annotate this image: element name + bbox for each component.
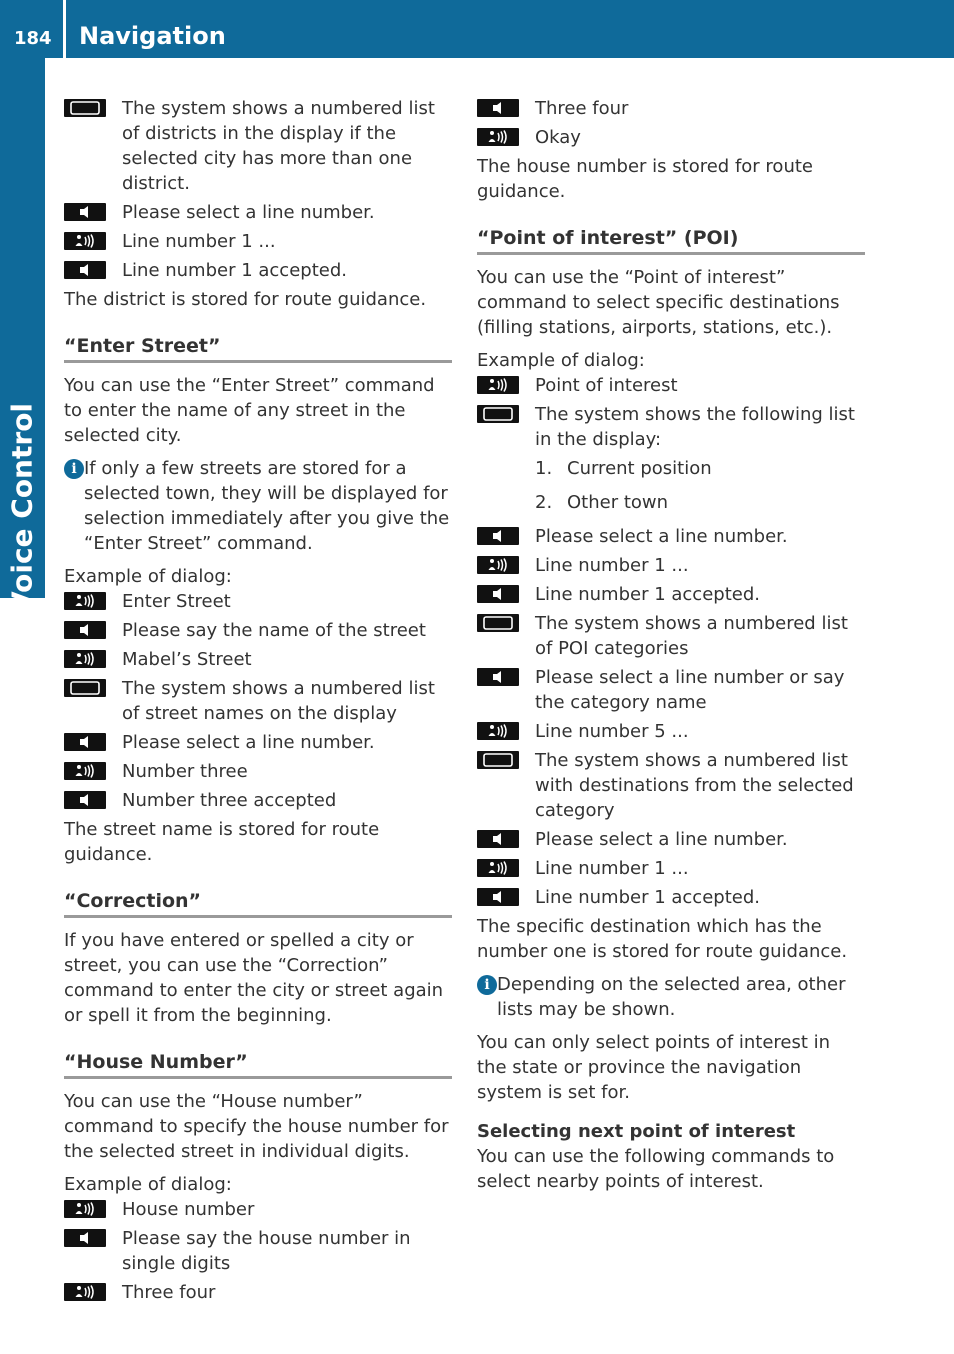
dialog-row: [477, 611, 865, 661]
dialog-text: Line number 1 accepted.: [535, 584, 760, 605]
voice-command-icon: [477, 722, 519, 740]
dialog-row: [64, 647, 452, 672]
system-speech-icon: [64, 261, 106, 279]
dialog-row: [477, 582, 865, 607]
dialog-text: Number three accepted: [122, 790, 337, 811]
system-speech-icon: [477, 888, 519, 906]
house-number-result: The house number is stored for route guidance.: [477, 156, 813, 202]
list-item: [535, 456, 865, 481]
poi-dialog-b: [477, 524, 865, 910]
dialog-row: [477, 827, 865, 852]
next-poi-heading: Selecting next point of interest: [477, 1121, 796, 1142]
correction-heading: “Correction”: [64, 889, 452, 918]
intro-result: The district is stored for route guidance.: [64, 289, 427, 310]
dialog-text: Mabel’s Street: [122, 649, 252, 670]
house-number-dialog: [64, 1197, 452, 1305]
voice-command-icon: [64, 650, 106, 668]
dialog-row: [477, 885, 865, 910]
display-icon: [477, 751, 519, 769]
info-icon: i: [477, 975, 497, 995]
voice-command-icon: [64, 1283, 106, 1301]
dialog-text: Three four: [122, 1282, 216, 1303]
page-number: 184: [14, 28, 52, 49]
info-icon: i: [64, 459, 84, 479]
note-text: Depending on the selected area, other lists may be shown.: [497, 974, 846, 1020]
dialog-row: [64, 788, 452, 813]
voice-command-icon: [64, 1200, 106, 1218]
dialog-text: Line number 1 ...: [535, 858, 689, 879]
enter-street-dialog: [64, 589, 452, 813]
house-number-body: You can use the “House number” command to specify the house number for the selected street in individual digits.: [64, 1091, 449, 1162]
dialog-text: The system shows a numbered list of street names on the display: [122, 678, 435, 724]
dialog-text: Line number 1 accepted.: [535, 887, 760, 908]
next-poi-body: You can use the following commands to select nearby points of interest.: [477, 1146, 835, 1192]
poi-heading: “Point of interest” (POI): [477, 226, 865, 255]
chapter-title: Navigation: [79, 22, 226, 50]
dialog-text: Please select a line number.: [122, 732, 375, 753]
dialog-text: Please select a line number or say the category name: [535, 667, 845, 713]
system-speech-icon: [64, 733, 106, 751]
dialog-row: [64, 730, 452, 755]
dialog-text: The system shows a numbered list with destinations from the selected category: [535, 750, 854, 821]
system-speech-icon: [64, 791, 106, 809]
dialog-text: Please say the name of the street: [122, 620, 426, 641]
dialog-text: Point of interest: [535, 375, 678, 396]
dialog-text: The system shows a numbered list of districts in the display if the selected city has more than one district.: [122, 98, 435, 194]
display-icon: [64, 679, 106, 697]
note-text: If only a few streets are stored for a selected town, they will be displayed for selection immediately after you give the “Enter Street” command.: [84, 458, 450, 554]
dialog-row: [477, 748, 865, 823]
side-tab: [0, 58, 45, 614]
poi-note: [477, 972, 865, 1022]
dialog-row: [64, 1280, 452, 1305]
example-label: Example of dialog:: [64, 566, 232, 587]
voice-command-icon: [477, 859, 519, 877]
voice-command-icon: [477, 556, 519, 574]
dialog-text: Line number 5 ...: [535, 721, 689, 742]
list-text: Current position: [567, 458, 712, 479]
voice-command-icon: [64, 762, 106, 780]
voice-command-icon: [477, 128, 519, 146]
display-icon: [477, 405, 519, 423]
system-speech-icon: [64, 1229, 106, 1247]
dialog-text: Three four: [535, 98, 629, 119]
poi-body: You can use the “Point of interest” command to select specific destinations (filling stations, airports, stations, etc.).: [477, 267, 840, 338]
system-speech-icon: [64, 621, 106, 639]
display-icon: [64, 99, 106, 117]
dialog-row: [64, 759, 452, 784]
system-speech-icon: [477, 527, 519, 545]
dialog-row: [477, 856, 865, 881]
dialog-row: [64, 618, 452, 643]
dialog-text: Line number 1 ...: [535, 555, 689, 576]
side-tab-label: Voice Control: [5, 402, 39, 614]
dialog-row: [64, 96, 452, 196]
enter-street-note: [64, 456, 452, 556]
dialog-text: Enter Street: [122, 591, 231, 612]
dialog-row: [477, 719, 865, 744]
list-text: Other town: [567, 492, 669, 513]
system-speech-icon: [477, 585, 519, 603]
dialog-row: [64, 1197, 452, 1222]
intro-dialog: [64, 96, 452, 283]
enter-street-heading: “Enter Street”: [64, 334, 452, 363]
dialog-row: [64, 258, 452, 283]
voice-command-icon: [64, 592, 106, 610]
system-speech-icon: [477, 99, 519, 117]
correction-body: If you have entered or spelled a city or street, you can use the “Correction” command to enter the city or street again or spell it from the beginning.: [64, 930, 444, 1026]
dialog-text: Please select a line number.: [122, 202, 375, 223]
dialog-text: Please select a line number.: [535, 829, 788, 850]
dialog-row: [477, 553, 865, 578]
right-column: [477, 96, 865, 1194]
dialog-row: [64, 1226, 452, 1276]
header-divider: [63, 0, 66, 58]
dialog-text: Please say the house number in single digits: [122, 1228, 411, 1274]
dialog-text: Line number 1 accepted.: [122, 260, 347, 281]
example-label: Example of dialog:: [64, 1174, 232, 1195]
poi-result: The specific destination which has the number one is stored for route guidance.: [477, 916, 848, 962]
dialog-text: Number three: [122, 761, 248, 782]
enter-street-body: You can use the “Enter Street” command to enter the name of any street in the selected city.: [64, 375, 435, 446]
dialog-row: [64, 676, 452, 726]
system-speech-icon: [477, 668, 519, 686]
dialog-row: [477, 373, 865, 398]
system-speech-icon: [64, 203, 106, 221]
dialog-text: Please select a line number.: [535, 526, 788, 547]
list-number: 2.: [535, 492, 553, 513]
example-label: Example of dialog:: [477, 350, 645, 371]
dialog-row: [477, 96, 865, 121]
house-number-dialog-cont: [477, 96, 865, 150]
dialog-text: The system shows the following list in the display:: [535, 404, 855, 450]
left-column: [64, 96, 452, 1309]
dialog-text: House number: [122, 1199, 255, 1220]
poi-dialog-a: [477, 373, 865, 452]
dialog-row: [477, 524, 865, 549]
display-icon: [477, 614, 519, 632]
dialog-row: [64, 200, 452, 225]
poi-display-list: [477, 456, 865, 515]
enter-street-result: The street name is stored for route guidance.: [64, 819, 380, 865]
voice-command-icon: [64, 232, 106, 250]
list-number: 1.: [535, 458, 553, 479]
dialog-row: [477, 125, 865, 150]
list-item: [535, 490, 865, 515]
dialog-text: Line number 1 ...: [122, 231, 276, 252]
dialog-text: Okay: [535, 127, 581, 148]
page-header: [0, 0, 954, 58]
dialog-row: [477, 665, 865, 715]
dialog-row: [64, 229, 452, 254]
house-number-heading: “House Number”: [64, 1050, 452, 1079]
dialog-row: [64, 589, 452, 614]
voice-command-icon: [477, 376, 519, 394]
dialog-text: The system shows a numbered list of POI categories: [535, 613, 848, 659]
dialog-row: [477, 402, 865, 452]
poi-body-2: You can only select points of interest in the state or province the navigation system is set for.: [477, 1032, 831, 1103]
system-speech-icon: [477, 830, 519, 848]
